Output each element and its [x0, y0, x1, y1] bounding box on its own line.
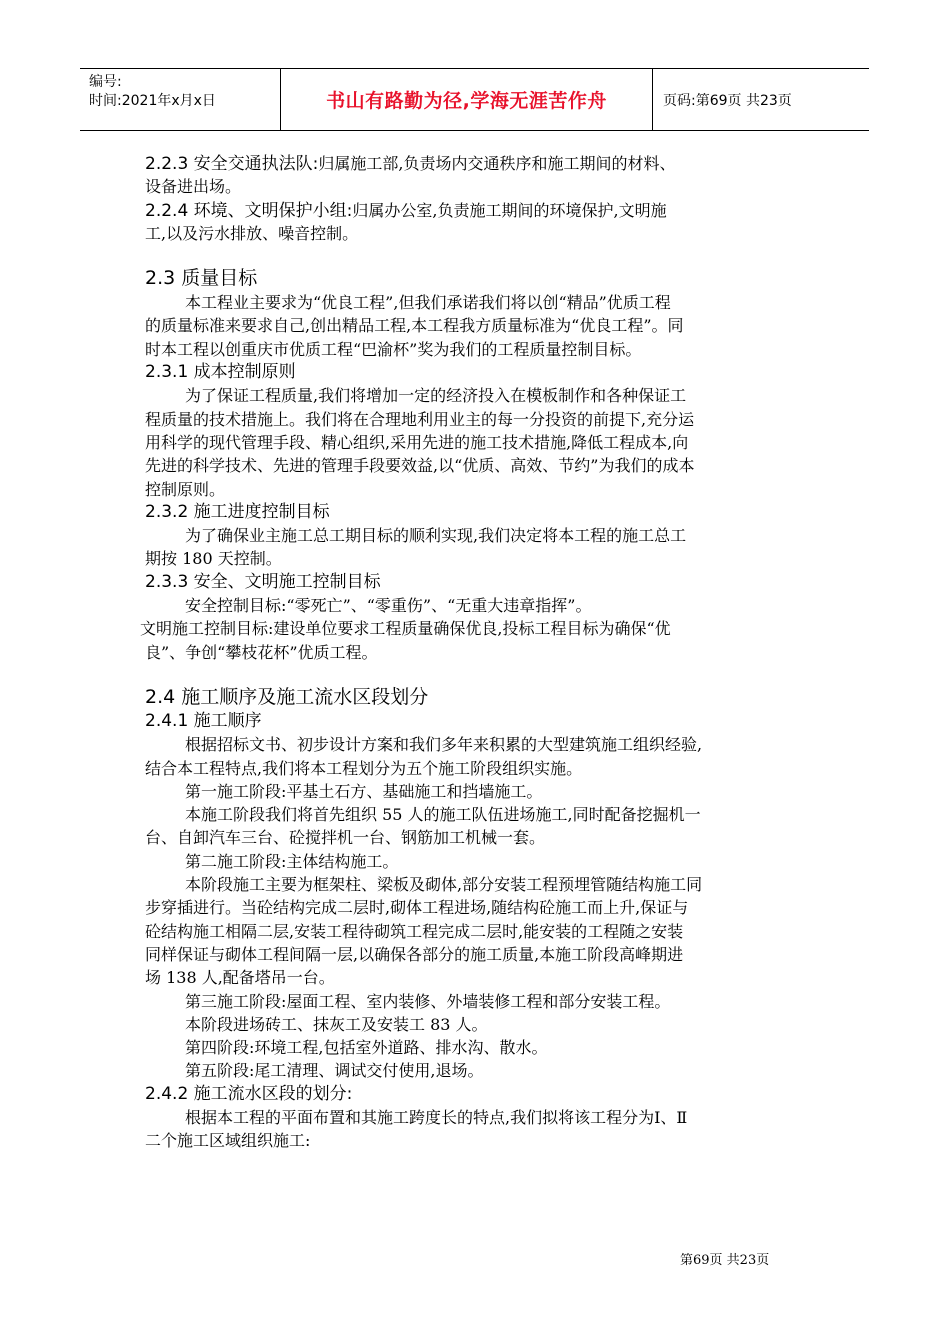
run-in-heading: 2.2.3 安全交通执法队:: [145, 154, 319, 174]
paragraph-line: [145, 199, 817, 222]
paragraph-line: 本工程业主要求为“优良工程”,但我们承诺我们将以创“精品”优质工程: [185, 293, 671, 313]
paragraph-line: 为了确保业主施工总工期目标的顺利实现,我们决定将本工程的施工总工: [185, 526, 687, 546]
subsection-heading: 2.3.3 安全、文明施工控制目标: [145, 571, 381, 592]
paragraph-line: 第四阶段:环境工程,包括室外道路、排水沟、散水。: [185, 1038, 548, 1058]
page-footer: 第69页 共23页: [680, 1253, 770, 1268]
paragraph-line: 第五阶段:尾工清理、调试交付使用,退场。: [185, 1061, 484, 1081]
paragraph-line: 第二施工阶段:主体结构施工。: [185, 851, 399, 871]
paragraph-line: 良”、争创“攀枝花杯”优质工程。: [145, 642, 378, 662]
subsection-heading: 2.3.2 施工进度控制目标: [145, 501, 330, 522]
paragraph-text: 归属办公室,负责施工期间的环境保护,文明施: [352, 200, 667, 220]
paragraph-line: 本施工阶段我们将首先组织 55 人的施工队伍进场施工,同时配备挖掘机一: [185, 805, 701, 825]
section-heading: 2.3 质量目标: [145, 267, 258, 290]
paragraph-line: 程质量的技术措施上。我们将在合理地利用业主的每一分投资的前提下,充分运: [145, 409, 695, 429]
paragraph-line: 场 138 人,配备塔吊一台。: [145, 968, 335, 988]
section-heading: 2.4 施工顺序及施工流水区段划分: [145, 685, 429, 708]
paragraph-line: 本阶段施工主要为框架柱、梁板及砌体,部分安装工程预埋管随结构施工同: [185, 875, 703, 895]
spacer: [145, 245, 817, 265]
header-page-info: 页码:第69页 共23页: [663, 92, 792, 109]
paragraph-line: [145, 152, 817, 175]
paragraph-line: 工,以及污水排放、噪音控制。: [145, 223, 359, 243]
paragraph-line: 为了保证工程质量,我们将增加一定的经济投入在模板制作和各种保证工: [185, 386, 687, 406]
paragraph-line: 第三施工阶段:屋面工程、室内装修、外墙装修工程和部分安装工程。: [185, 991, 671, 1011]
subsection-heading: 2.4.1 施工顺序: [145, 710, 262, 731]
paragraph-line: 根据招标文书、初步设计方案和我们多年来积累的大型建筑施工组织经验,: [185, 735, 703, 755]
paragraph-line: 文明施工控制目标:建设单位要求工程质量确保优良,投标工程目标为确保“优: [140, 619, 671, 639]
subsection-heading: 2.3.1 成本控制原则: [145, 362, 296, 383]
paragraph-line: 期按 180 天控制。: [145, 549, 282, 569]
document-body: [140, 152, 817, 1153]
run-in-heading: 2.2.4 环境、文明保护小组:: [145, 200, 353, 221]
paragraph-line: 二个施工区域组织施工:: [145, 1131, 311, 1151]
paragraph-line: 同样保证与砌体工程间隔一层,以确保各部分的施工质量,本施工阶段高峰期进: [145, 944, 684, 964]
header-meta: [80, 69, 281, 130]
paragraph-line: 结合本工程特点,我们将本工程划分为五个施工阶段组织实施。: [145, 758, 583, 778]
paragraph-line: 的质量标准来要求自己,创出精品工程,本工程我方质量标准为“优良工程”。同: [145, 316, 684, 336]
paragraph-line: 设备进出场。: [145, 177, 242, 197]
paragraph-line: 步穿插进行。当砼结构完成二层时,砌体工程进场,随结构砼施工而上升,保证与: [145, 898, 689, 918]
paragraph-line: 时本工程以创重庆市优质工程“巴渝杯”奖为我们的工程质量控制目标。: [145, 339, 642, 359]
paragraph-line: 砼结构施工相隔二层,安装工程待砌筑工程完成二层时,能安装的工程随之安装: [145, 921, 684, 941]
spacer: [145, 664, 817, 684]
subsection-heading: 2.4.2 施工流水区段的划分:: [145, 1083, 353, 1104]
page-header: [80, 68, 869, 131]
paragraph-line: 台、自卸汽车三台、砼搅拌机一台、钢筋加工机械一套。: [145, 828, 546, 848]
paragraph-line: 第一施工阶段:平基土石方、基础施工和挡墙施工。: [185, 781, 543, 801]
header-motto: 书山有路勤为径,学海无涯苦作舟: [281, 69, 653, 130]
paragraph-line: 安全控制目标:“零死亡”、“零重伤”、“无重大违章指挥”。: [185, 596, 592, 616]
paragraph-text: 归属施工部,负责场内交通秩序和施工期间的材料、: [318, 154, 676, 173]
paragraph-line: 控制原则。: [145, 479, 226, 499]
header-time: 时间:2021年x月x日: [89, 93, 216, 109]
paragraph-line: 先进的科学技术、先进的管理手段要效益,以“优质、高效、节约”为我们的成本: [145, 456, 695, 476]
paragraph-line: 用科学的现代管理手段、精心组织,采用先进的施工技术措施,降低工程成本,向: [145, 432, 689, 452]
paragraph-line: 本阶段进场砖工、抹灰工及安装工 83 人。: [185, 1014, 488, 1034]
header-number: 编号:: [89, 74, 122, 90]
paragraph-line: 根据本工程的平面布置和其施工跨度长的特点,我们拟将该工程分为Ⅰ、Ⅱ: [185, 1107, 688, 1127]
